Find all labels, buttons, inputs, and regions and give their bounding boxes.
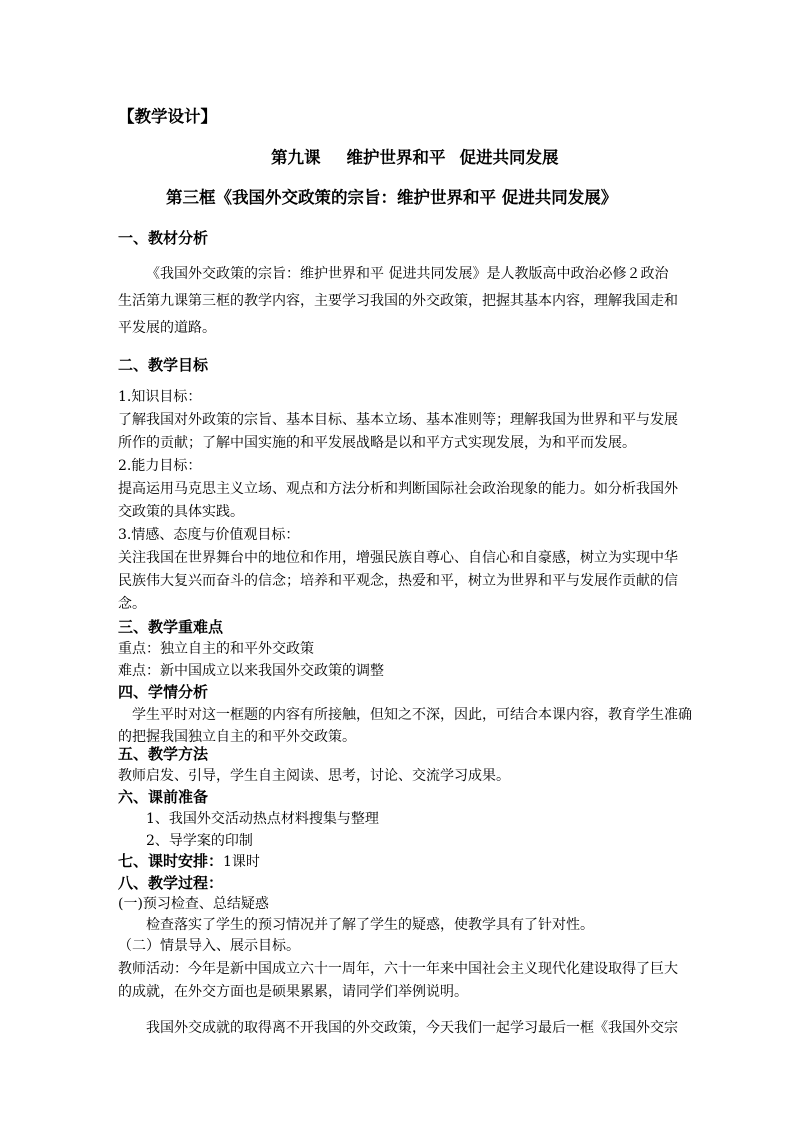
paragraph-line: 的把握我国独立自主的和平外交政策。 bbox=[118, 729, 356, 745]
paragraph-line: 提高运用马克思主义立场、观点和方法分析和判断国际社会政治现象的能力。如分析我国外 bbox=[118, 481, 678, 497]
objective-label-emotion: 3.情感、态度与价值观目标： bbox=[118, 527, 300, 543]
paragraph-line: 我国外交成就的取得离不开我国的外交政策，今天我们一起学习最后一框《我国外交宗 bbox=[146, 1020, 678, 1036]
section-title-teaching-methods: 五、教学方法 bbox=[118, 745, 209, 763]
section-title-preparation: 六、课前准备 bbox=[118, 788, 209, 806]
objective-label-ability: 2.能力目标： bbox=[118, 458, 202, 474]
paragraph-line: 所作的贡献；了解中国实施的和平发展战略是以和平方式实现发展，为和平而发展。 bbox=[118, 435, 636, 451]
lesson-number: 第九课 bbox=[271, 148, 321, 167]
class-hours-row bbox=[118, 851, 260, 872]
paragraph-line: 关注我国在世界舞台中的地位和作用，增强民族自尊心、自信心和自豪感，树立为实现中华 bbox=[118, 550, 678, 566]
list-item: 1、我国外交活动热点材料搜集与整理 bbox=[146, 811, 379, 827]
frame-title: 第三框《我国外交政策的宗旨：维护世界和平 促进共同发展》 bbox=[166, 188, 618, 207]
section-title-textbook-analysis: 一、教材分析 bbox=[118, 229, 209, 247]
section-title-class-hours: 七、课时安排： bbox=[118, 852, 224, 870]
paragraph-line: 生活第九课第三框的教学内容，主要学习我国的外交政策，把握其基本内容，理解我国走和 bbox=[118, 293, 678, 309]
section-title-teaching-process: 八、教学过程： bbox=[118, 874, 224, 892]
paragraph-line: 检查落实了学生的预习情况并了解了学生的疑惑，使教学具有了针对性。 bbox=[146, 917, 594, 933]
section-title-teaching-objectives: 二、教学目标 bbox=[118, 356, 209, 374]
list-item: 2、导学案的印制 bbox=[146, 833, 253, 849]
paragraph-line: 念。 bbox=[118, 596, 146, 612]
paragraph-line: 交政策的具体实践。 bbox=[118, 504, 244, 520]
lesson-theme-part2: 促进共同发展 bbox=[459, 148, 559, 167]
difficult-point: 难点：新中国成立以来我国外交政策的调整 bbox=[118, 663, 384, 679]
paragraph-line: 学生平时对这一框题的内容有所接触，但知之不深，因此，可结合本课内容，教育学生准确 bbox=[132, 707, 692, 723]
paragraph-line: 《我国外交政策的宗旨：维护世界和平 促进共同发展》是人教版高中政治必修２政治 bbox=[146, 266, 669, 282]
lesson-title bbox=[271, 148, 559, 168]
paragraph-line: 民族伟大复兴而奋斗的信念；培养和平观念，热爱和平，树立为世界和平与发展作贡献的信 bbox=[118, 573, 678, 589]
paragraph-line: 教师启发、引导，学生自主阅读、思考，讨论、交流学习成果。 bbox=[118, 768, 510, 784]
paragraph-line: 教师活动：今年是新中国成立六十一周年，六十一年来中国社会主义现代化建设取得了巨大 bbox=[118, 961, 678, 977]
section-title-student-analysis: 四、学情分析 bbox=[118, 683, 209, 701]
paragraph-line: 的成就，在外交方面也是硕果累累，请同学们举例说明。 bbox=[118, 984, 468, 1000]
key-point: 重点：独立自主的和平外交政策 bbox=[118, 641, 314, 657]
lesson-theme-part1: 维护世界和平 bbox=[346, 148, 446, 167]
paragraph-line: 平发展的道路。 bbox=[118, 320, 216, 336]
process-step-title: （二）情景导入、展示目标。 bbox=[118, 938, 300, 954]
section-title-key-difficult-points: 三、教学重难点 bbox=[118, 618, 224, 636]
paragraph-line: 了解我国对外政策的宗旨、基本目标、基本立场、基本准则等；理解我国为世界和平与发展 bbox=[118, 412, 678, 428]
process-step-title: (一)预习检查、总结疑惑 bbox=[118, 896, 269, 912]
objective-label-knowledge: 1.知识目标： bbox=[118, 389, 202, 405]
document-header-label: 【教学设计】 bbox=[118, 107, 217, 126]
class-hours-value: 1课时 bbox=[223, 854, 260, 870]
